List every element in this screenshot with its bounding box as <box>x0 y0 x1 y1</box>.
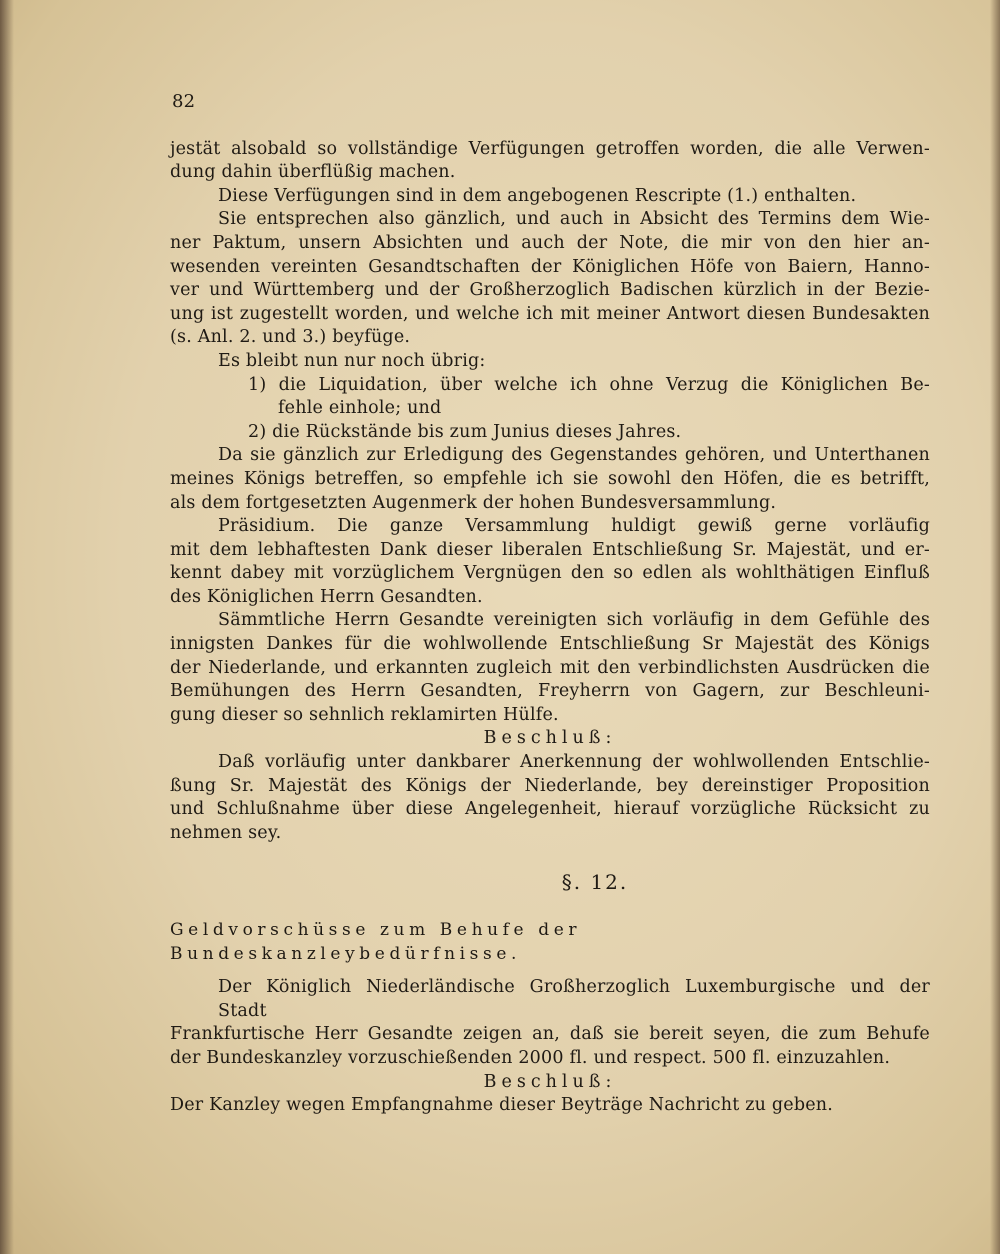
text-line: des Königlichen Herrn Gesandten. <box>170 586 483 607</box>
text-line: Der Königlich Niederländische Großherzoglich Luxemburgische und der Stadt <box>218 977 930 1021</box>
page-text <box>170 90 930 1118</box>
text-line: jestät alsobald so vollständige Verfügungen getroffen worden, die alle Verwen- <box>170 138 930 159</box>
list-item-1: 1) die Liquidation, über welche ich ohne Verzug die Königlichen Be- <box>248 374 930 395</box>
text-line: als dem fortgesetzten Augenmerk der hohen Bundesversammlung. <box>170 492 777 513</box>
text-line: dung dahin überflüßig machen. <box>170 162 456 183</box>
text-line: Daß vorläufig unter dankbarer Anerkennung der wohlwollenden Entschlie- <box>218 752 930 773</box>
text-line: Da sie gänzlich zur Erledigung des Gegenstandes gehören, und Unterthanen <box>218 445 930 466</box>
text-line: ung ist zugestellt worden, und welche ich mit meiner Antwort diesen Bundesakten <box>170 303 930 324</box>
text-line: Diese Verfügungen sind in dem angebogenen Rescripte (1.) enthalten. <box>218 185 857 206</box>
text-line: und Schlußnahme über diese Angelegenheit, hierauf vorzügliche Rücksicht zu <box>170 799 930 820</box>
text-line: gung dieser so sehnlich reklamirten Hülfe. <box>170 704 559 725</box>
text-line: kennt dabey mit vorzüglichem Vergnügen den so edlen als wohlthätigen Einfluß <box>170 563 930 584</box>
text-line: Bemühungen des Herrn Gesandten, Freyherrn von Gagern, zur Beschleuni- <box>170 681 930 702</box>
text-line: der Bundeskanzley vorzuschießenden 2000 fl. und respect. 500 fl. einzuzahlen. <box>170 1047 891 1068</box>
list-item-2: 2) die Rückstände bis zum Junius dieses Jahres. <box>248 421 682 442</box>
text-line: Sie entsprechen also gänzlich, und auch in Absicht des Termins dem Wie- <box>218 209 930 230</box>
section-title: Geldvorschüsse zum Behufe der Bundeskanzleybedürfnisse. <box>170 920 582 964</box>
page-number: 82 <box>172 91 196 112</box>
text-line: (s. Anl. 2. und 3.) beyfüge. <box>170 327 411 348</box>
text-line: ner Paktum, unsern Absichten und auch der Note, die mir von den hier an- <box>170 232 930 253</box>
text-line: Es bleibt nun nur noch übrig: <box>218 350 486 371</box>
text-line: Der Kanzley wegen Empfangnahme dieser Beyträge Nachricht zu geben. <box>170 1095 834 1116</box>
text-line: nehmen sey. <box>170 822 282 843</box>
resolution-heading: Beschluß: <box>483 728 617 749</box>
resolution-heading: Beschluß: <box>483 1071 617 1092</box>
text-line: ßung Sr. Majestät des Königs der Niederlande, bey dereinstiger Proposition <box>170 775 930 796</box>
text-line: Präsidium. Die ganze Versammlung huldigt gewiß gerne vorläufig <box>218 516 930 537</box>
text-line: wesenden vereinten Gesandtschaften der Königlichen Höfe von Baiern, Hanno- <box>170 256 930 277</box>
text-line: ver und Württemberg und der Großherzoglich Badischen kürzlich in der Bezie- <box>170 280 930 301</box>
text-line: innigsten Dankes für die wohlwollende Entschließung Sr Majestät des Königs <box>170 634 930 655</box>
text-line: Sämmtliche Herrn Gesandte vereinigten sich vorläufig in dem Gefühle des <box>218 610 930 631</box>
text-line: der Niederlande, und erkannten zugleich mit den verbindlichsten Ausdrücken die <box>170 657 930 678</box>
section-number: §. 12. <box>561 870 629 895</box>
text-line: mit dem lebhaftesten Dank dieser liberalen Entschließung Sr. Majestät, und er- <box>170 539 930 560</box>
text-line: meines Königs betreffen, so empfehle ich sie sowohl den Höfen, die es betrifft, <box>170 468 930 489</box>
text-line: fehle einhole; und <box>278 398 442 419</box>
text-line: Frankfurtische Herr Gesandte zeigen an, daß sie bereit seyen, die zum Behufe <box>170 1024 930 1045</box>
